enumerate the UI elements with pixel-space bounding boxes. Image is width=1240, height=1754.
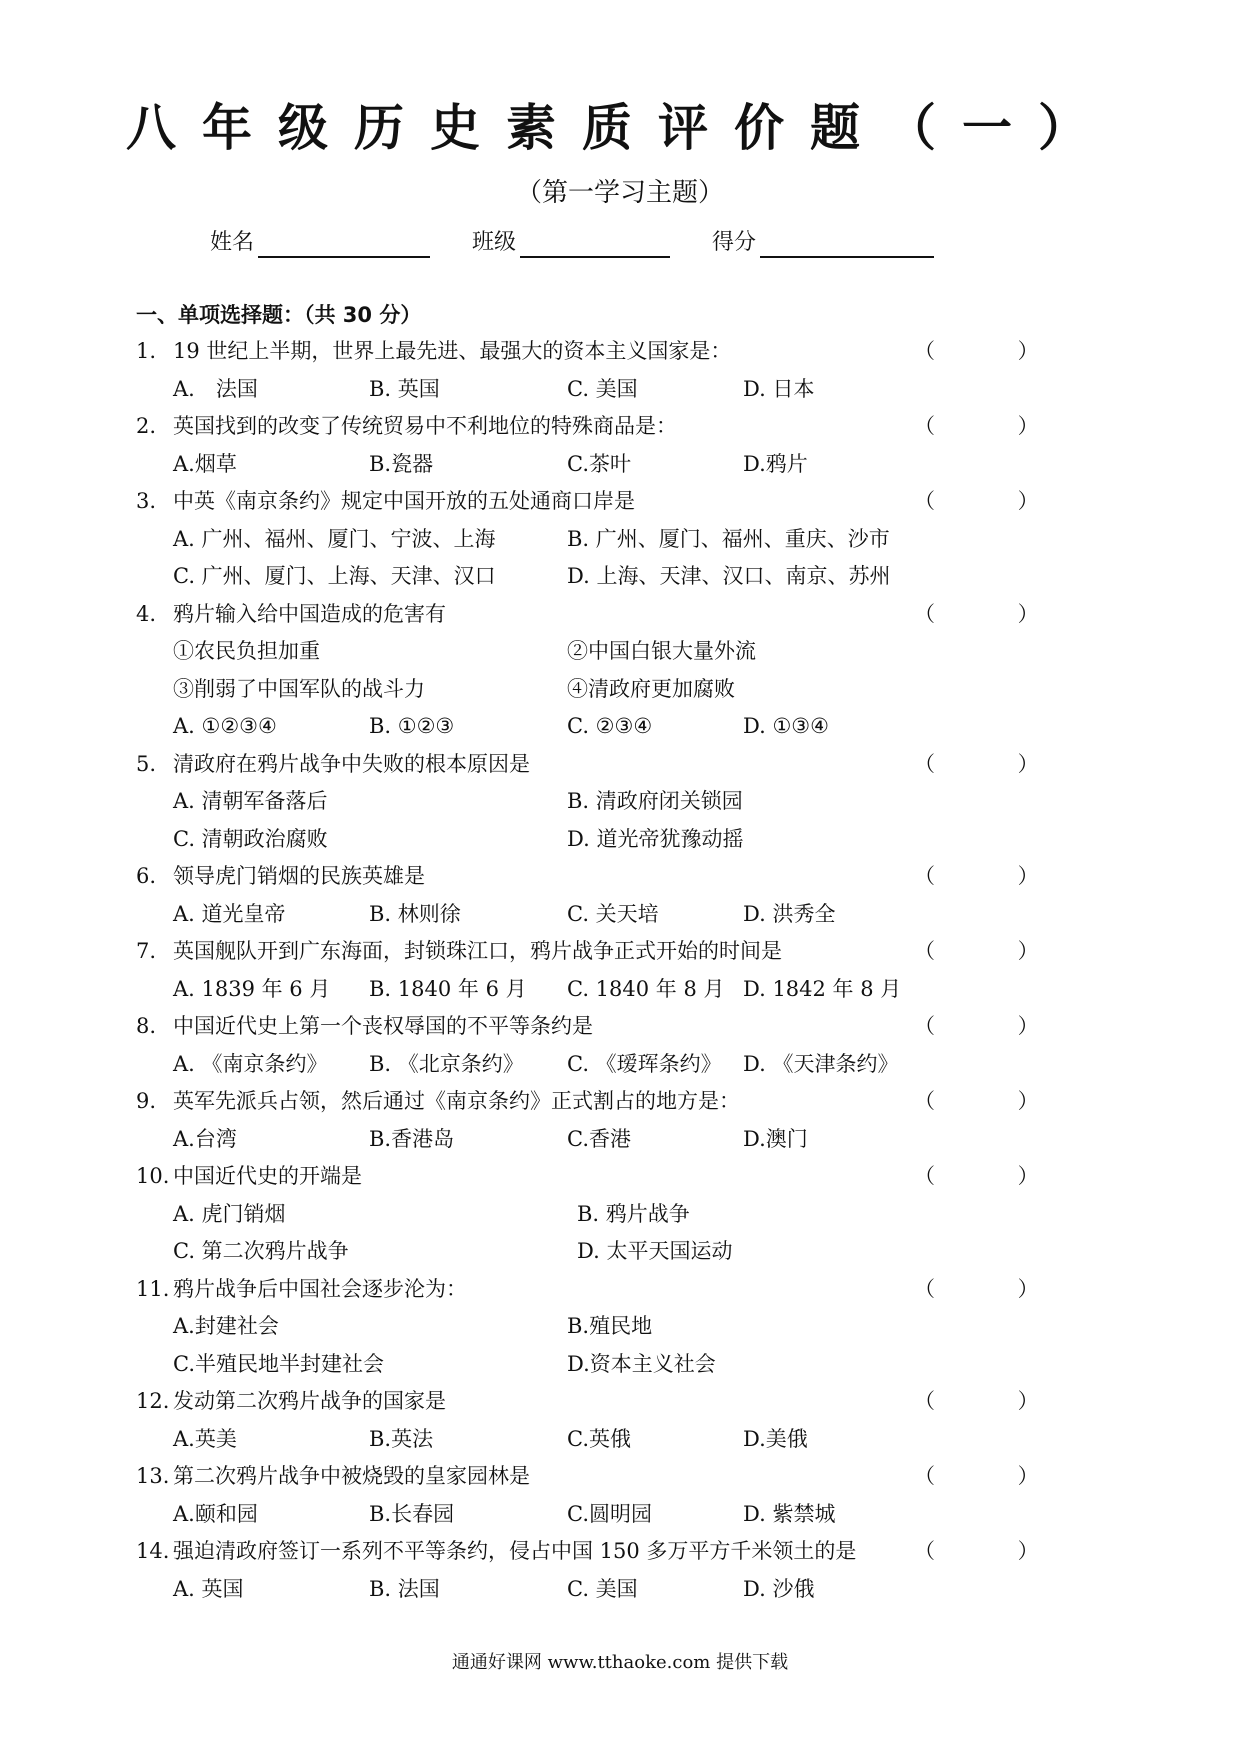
question-text: 清政府在鸦片战争中失败的根本原因是: [173, 751, 530, 776]
question-stem-row: [136, 1271, 1077, 1309]
answer-option[interactable]: B. ①②③: [369, 714, 455, 738]
question-text: 英国找到的改变了传统贸易中不利地位的特殊商品是：: [173, 414, 677, 438]
question-item: [136, 933, 1077, 1008]
answer-option[interactable]: A. 英国: [173, 1576, 244, 1601]
answer-option[interactable]: A. ①②③④: [173, 714, 277, 738]
question-number: 14.: [136, 1539, 170, 1563]
question-text: 19 世纪上半期，世界上最先进、最强大的资本主义国家是：: [173, 339, 732, 363]
question-item: [136, 333, 1077, 408]
option-row: [136, 371, 996, 409]
answer-option[interactable]: C.半殖民地半封建社会: [173, 1351, 384, 1376]
answer-option[interactable]: C. 广州、厦门、上海、天津、汉口: [173, 564, 496, 588]
answer-option[interactable]: C. 清朝政治腐败: [173, 826, 328, 851]
answer-blank[interactable]: （ ）: [914, 1276, 1077, 1301]
name-label: 姓名: [210, 230, 255, 255]
answer-option[interactable]: D. 道光帝犹豫动摇: [567, 826, 744, 851]
answer-option[interactable]: C.英俄: [567, 1426, 631, 1451]
answer-option[interactable]: A.颐和园: [173, 1501, 258, 1526]
question-text: 英军先派兵占领，然后通过《南京条约》正式割占的地方是：: [173, 1089, 740, 1113]
answer-option[interactable]: B.长春园: [369, 1501, 455, 1526]
question-stem-row: [136, 1458, 1077, 1496]
option-row: [136, 1571, 996, 1609]
answer-option[interactable]: B.香港岛: [369, 1126, 455, 1151]
answer-option[interactable]: B. 《北京条约》: [369, 1051, 524, 1076]
answer-option[interactable]: A. 广州、福州、厦门、宁波、上海: [173, 526, 496, 551]
answer-blank[interactable]: （ ）: [914, 489, 1077, 513]
answer-option[interactable]: D.鸦片: [743, 451, 808, 476]
answer-option[interactable]: B. 鸦片战争: [577, 1201, 690, 1226]
question-item: [136, 1383, 1077, 1458]
option-row: [136, 1196, 996, 1234]
answer-option[interactable]: D. 太平天国运动: [577, 1239, 733, 1263]
question-text: 第二次鸦片战争中被烧毁的皇家园林是: [173, 1464, 530, 1488]
question-number: 3.: [136, 489, 157, 513]
option-row: [136, 821, 996, 859]
answer-option[interactable]: C. 第二次鸦片战争: [173, 1239, 349, 1263]
answer-blank[interactable]: （ ）: [914, 339, 1077, 363]
answer-option[interactable]: B. 英国: [369, 376, 440, 401]
question-stem-row: [136, 333, 1077, 371]
score-label: 得分: [712, 230, 757, 255]
answer-option[interactable]: D. 上海、天津、汉口、南京、苏州: [567, 564, 891, 588]
answer-option[interactable]: B.英法: [369, 1426, 434, 1451]
answer-blank[interactable]: （ ）: [914, 601, 1077, 626]
question-number: 4.: [136, 601, 157, 626]
question-number: 11.: [136, 1276, 170, 1301]
answer-option[interactable]: A. 1839 年 6 月: [173, 976, 331, 1001]
answer-option[interactable]: C.茶叶: [567, 451, 631, 476]
answer-option[interactable]: D.资本主义社会: [567, 1351, 716, 1376]
answer-option[interactable]: A. 法国: [173, 376, 258, 401]
option-row: [136, 708, 996, 746]
question-number: 2.: [136, 414, 157, 438]
answer-option[interactable]: C. 《瑷珲条约》: [567, 1051, 722, 1076]
option-row: [136, 896, 996, 934]
option-row: [136, 1121, 996, 1159]
question-number: 8.: [136, 1014, 157, 1038]
answer-option[interactable]: A. 道光皇帝: [173, 901, 286, 926]
question-text: 中国近代史的开端是: [173, 1164, 362, 1188]
question-stem-row: [136, 483, 1077, 521]
answer-blank[interactable]: （ ）: [914, 1539, 1077, 1563]
answer-blank[interactable]: （ ）: [914, 864, 1077, 888]
question-stem-row: [136, 596, 1077, 634]
answer-option[interactable]: C. 关天培: [567, 901, 659, 926]
answer-option[interactable]: ②中国白银大量外流: [567, 639, 756, 663]
class-blank[interactable]: [520, 228, 670, 258]
answer-option[interactable]: A.封建社会: [173, 1314, 279, 1338]
section-heading: 一、单项选择题：（共 30 分）: [136, 303, 422, 327]
answer-option[interactable]: D. 1842 年 8 月: [743, 976, 902, 1001]
answer-option[interactable]: D. 洪秀全: [743, 901, 836, 926]
name-field[interactable]: [210, 228, 430, 258]
answer-option[interactable]: A.烟草: [173, 451, 237, 476]
option-row: [136, 783, 996, 821]
answer-blank[interactable]: （ ）: [914, 939, 1077, 963]
question-number: 13.: [136, 1464, 170, 1488]
answer-option[interactable]: B.瓷器: [369, 451, 434, 476]
question-number: 6.: [136, 864, 157, 888]
option-row: [136, 1308, 996, 1346]
answer-option[interactable]: D. ①③④: [743, 714, 829, 738]
question-item: [136, 483, 1077, 596]
question-text: 鸦片战争后中国社会逐步沦为：: [173, 1276, 467, 1301]
answer-option[interactable]: B. 清政府闭关锁园: [567, 789, 743, 813]
answer-option[interactable]: D. 《天津条约》: [743, 1051, 899, 1076]
answer-option[interactable]: B. 1840 年 6 月: [369, 976, 527, 1001]
question-text: 中国近代史上第一个丧权辱国的不平等条约是: [173, 1014, 593, 1038]
question-number: 12.: [136, 1389, 170, 1413]
question-item: [136, 1458, 1077, 1533]
question-number: 7.: [136, 939, 157, 963]
option-row: [136, 446, 996, 484]
answer-blank[interactable]: （ ）: [914, 414, 1077, 438]
option-row: [136, 1046, 996, 1084]
question-stem-row: [136, 858, 1077, 896]
question-item: [136, 1533, 1077, 1608]
question-number: 9.: [136, 1089, 157, 1113]
question-text: 强迫清政府签订一系列不平等条约，侵占中国 150 多万平方千米领土的是: [173, 1539, 857, 1563]
answer-blank[interactable]: （ ）: [914, 1464, 1077, 1488]
question-number: 1.: [136, 339, 157, 363]
class-label: 班级: [472, 230, 517, 255]
answer-option[interactable]: C.圆明园: [567, 1501, 652, 1526]
option-row: [136, 1421, 996, 1459]
question-stem-row: [136, 933, 1077, 971]
answer-option[interactable]: D.美俄: [743, 1426, 808, 1451]
question-stem-row: [136, 408, 1077, 446]
answer-blank[interactable]: （ ）: [914, 1014, 1077, 1038]
question-stem-row: [136, 1533, 1077, 1571]
question-text: 鸦片输入给中国造成的危害有: [173, 601, 446, 626]
answer-option[interactable]: A. 《南京条约》: [173, 1051, 328, 1076]
answer-blank[interactable]: （ ）: [914, 1089, 1077, 1113]
question-item: [136, 596, 1077, 746]
question-text: 领导虎门销烟的民族英雄是: [173, 864, 425, 888]
student-info: [210, 228, 976, 258]
question-item: [136, 1083, 1077, 1158]
question-stem-row: [136, 746, 1077, 784]
answer-option[interactable]: C. 美国: [567, 1576, 638, 1601]
answer-option[interactable]: A. 虎门销烟: [173, 1201, 286, 1226]
answer-option[interactable]: C. ②③④: [567, 714, 653, 738]
question-item: [136, 408, 1077, 483]
score-field[interactable]: [712, 228, 934, 258]
question-item: [136, 1158, 1077, 1271]
question-stem-row: [136, 1008, 1077, 1046]
answer-option[interactable]: B. 林则徐: [369, 901, 461, 926]
exam-subtitle: （第一学习主题）: [515, 178, 724, 208]
answer-option[interactable]: B.殖民地: [567, 1314, 653, 1338]
option-row: [136, 971, 996, 1009]
option-row: [136, 521, 996, 559]
score-blank[interactable]: [760, 228, 934, 258]
question-stem-row: [136, 1083, 1077, 1121]
question-item: [136, 1008, 1077, 1083]
question-stem-row: [136, 1158, 1077, 1196]
question-item: [136, 858, 1077, 933]
question-item: [136, 746, 1077, 859]
question-number: 5.: [136, 751, 157, 776]
option-row: [136, 1233, 996, 1271]
answer-option[interactable]: ①农民负担加重: [173, 639, 320, 663]
answer-option[interactable]: D. 日本: [743, 376, 815, 401]
option-row: [136, 671, 996, 709]
answer-option[interactable]: C. 1840 年 8 月: [567, 976, 725, 1001]
answer-option[interactable]: ④清政府更加腐败: [567, 676, 735, 701]
answer-option[interactable]: ③削弱了中国军队的战斗力: [173, 676, 425, 701]
option-row: [136, 558, 996, 596]
question-list: [136, 333, 1077, 1608]
question-text: 发动第二次鸦片战争的国家是: [173, 1389, 446, 1413]
answer-option[interactable]: C.香港: [567, 1126, 631, 1151]
question-text: 英国舰队开到广东海面，封锁珠江口，鸦片战争正式开始的时间是: [173, 939, 782, 963]
answer-option[interactable]: A.台湾: [173, 1126, 237, 1151]
name-blank[interactable]: [258, 228, 430, 258]
answer-option[interactable]: B. 广州、厦门、福州、重庆、沙市: [567, 526, 890, 551]
question-number: 10.: [136, 1164, 170, 1188]
question-stem-row: [136, 1383, 1077, 1421]
answer-option[interactable]: A.英美: [173, 1426, 237, 1451]
answer-blank[interactable]: （ ）: [914, 1389, 1077, 1413]
question-item: [136, 1271, 1077, 1384]
footer-note: 通通好课网 www.tthaoke.com 提供下载: [451, 1652, 789, 1673]
answer-blank[interactable]: （ ）: [914, 751, 1077, 776]
answer-option[interactable]: D.澳门: [743, 1126, 808, 1151]
answer-option[interactable]: C. 美国: [567, 376, 638, 401]
answer-option[interactable]: B. 法国: [369, 1576, 440, 1601]
exam-title: 八年级历史素质评价题（一）: [126, 99, 1114, 157]
option-row: [136, 1346, 996, 1384]
class-field[interactable]: [472, 228, 670, 258]
answer-blank[interactable]: （ ）: [914, 1164, 1077, 1188]
option-row: [136, 1496, 996, 1534]
question-text: 中英《南京条约》规定中国开放的五处通商口岸是: [173, 489, 635, 513]
answer-option[interactable]: D. 沙俄: [743, 1576, 815, 1601]
option-row: [136, 633, 996, 671]
answer-option[interactable]: A. 清朝军备落后: [173, 789, 328, 813]
answer-option[interactable]: D. 紫禁城: [743, 1501, 836, 1526]
